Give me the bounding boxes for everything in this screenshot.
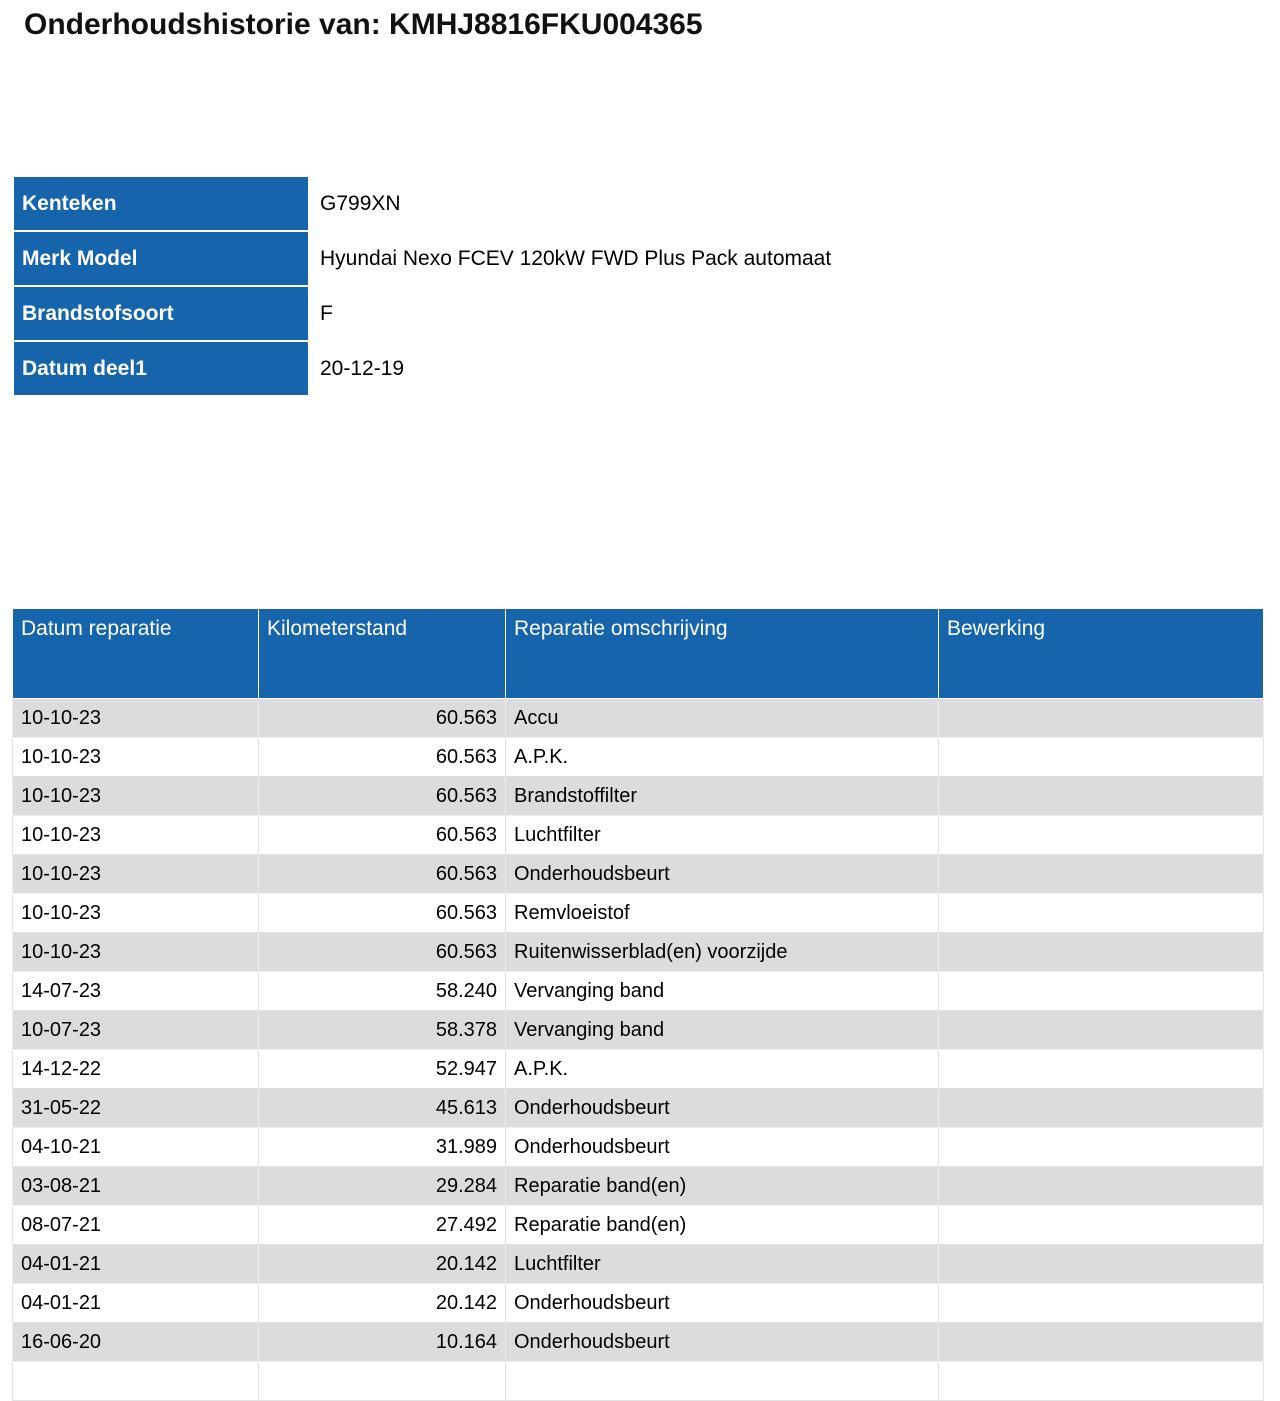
repair-row [13, 1011, 1264, 1050]
cell-datum-reparatie: 10-10-23 [13, 933, 259, 972]
cell-bewerking [939, 1323, 1264, 1362]
cell-kilometerstand: 60.563 [259, 738, 506, 777]
repair-header-cell: Datum reparatie [13, 609, 259, 699]
info-row [13, 176, 1262, 231]
cell-kilometerstand: 10.164 [259, 1323, 506, 1362]
cell-datum-reparatie: 03-08-21 [13, 1167, 259, 1206]
cell-reparatie-omschrijving: Ruitenwisserblad(en) voorzijde [506, 933, 939, 972]
info-value: F [309, 286, 1262, 341]
cell-bewerking [939, 972, 1264, 1011]
repair-row [13, 1284, 1264, 1323]
cell-datum-reparatie: 10-10-23 [13, 738, 259, 777]
cell-reparatie-omschrijving: Brandstoffilter [506, 777, 939, 816]
cell-bewerking [939, 1050, 1264, 1089]
cell-kilometerstand: 31.989 [259, 1128, 506, 1167]
cell-reparatie-omschrijving: Reparatie band(en) [506, 1167, 939, 1206]
cell-reparatie-omschrijving: Reparatie band(en) [506, 1206, 939, 1245]
cell-datum-reparatie: 04-01-21 [13, 1245, 259, 1284]
cell-reparatie-omschrijving: A.P.K. [506, 738, 939, 777]
info-label: Datum deel1 [13, 341, 309, 396]
cell-kilometerstand: 20.142 [259, 1284, 506, 1323]
repair-row [13, 855, 1264, 894]
repair-row [13, 738, 1264, 777]
cell-bewerking [939, 1284, 1264, 1323]
repair-header-cell: Kilometerstand [259, 609, 506, 699]
repair-header-cell: Bewerking [939, 609, 1264, 699]
vehicle-info-table [12, 175, 1263, 397]
cell-bewerking [939, 1245, 1264, 1284]
repair-table-body [13, 699, 1264, 1401]
cell-kilometerstand: 60.563 [259, 894, 506, 933]
cell-kilometerstand: 60.563 [259, 816, 506, 855]
cell-kilometerstand: 60.563 [259, 777, 506, 816]
cell-datum-reparatie: 14-12-22 [13, 1050, 259, 1089]
repair-row [13, 972, 1264, 1011]
cell-bewerking [939, 1206, 1264, 1245]
cell-bewerking [939, 894, 1264, 933]
cell-reparatie-omschrijving: Vervanging band [506, 972, 939, 1011]
cell-datum-reparatie: 16-06-20 [13, 1323, 259, 1362]
cell-datum-reparatie: 10-07-23 [13, 1011, 259, 1050]
repair-row [13, 699, 1264, 738]
repair-row [13, 1245, 1264, 1284]
repair-row [13, 1206, 1264, 1245]
cell-kilometerstand: 58.240 [259, 972, 506, 1011]
cell-empty [13, 1362, 259, 1401]
repair-row [13, 894, 1264, 933]
cell-kilometerstand: 52.947 [259, 1050, 506, 1089]
cell-empty [939, 1362, 1264, 1401]
cell-datum-reparatie: 10-10-23 [13, 816, 259, 855]
cell-reparatie-omschrijving: Vervanging band [506, 1011, 939, 1050]
info-value: G799XN [309, 176, 1262, 231]
cell-kilometerstand: 60.563 [259, 855, 506, 894]
cell-datum-reparatie: 10-10-23 [13, 855, 259, 894]
cell-kilometerstand: 58.378 [259, 1011, 506, 1050]
cell-bewerking [939, 1128, 1264, 1167]
repair-row [13, 816, 1264, 855]
vehicle-info-body [13, 176, 1262, 396]
repair-row [13, 1089, 1264, 1128]
cell-datum-reparatie: 04-01-21 [13, 1284, 259, 1323]
cell-bewerking [939, 816, 1264, 855]
cell-reparatie-omschrijving: Onderhoudsbeurt [506, 1284, 939, 1323]
repair-row [13, 1323, 1264, 1362]
repair-history-table [12, 608, 1264, 1401]
repair-header-row [13, 609, 1264, 699]
cell-reparatie-omschrijving: Onderhoudsbeurt [506, 1089, 939, 1128]
repair-row [13, 1128, 1264, 1167]
cell-bewerking [939, 699, 1264, 738]
cell-kilometerstand: 27.492 [259, 1206, 506, 1245]
cell-datum-reparatie: 04-10-21 [13, 1128, 259, 1167]
cell-reparatie-omschrijving: Onderhoudsbeurt [506, 1128, 939, 1167]
cell-datum-reparatie: 10-10-23 [13, 699, 259, 738]
cell-kilometerstand: 60.563 [259, 933, 506, 972]
info-label: Kenteken [13, 176, 309, 231]
cell-reparatie-omschrijving: Onderhoudsbeurt [506, 1323, 939, 1362]
cell-datum-reparatie: 08-07-21 [13, 1206, 259, 1245]
cell-reparatie-omschrijving: Accu [506, 699, 939, 738]
cell-datum-reparatie: 10-10-23 [13, 777, 259, 816]
cell-bewerking [939, 738, 1264, 777]
cell-reparatie-omschrijving: Onderhoudsbeurt [506, 855, 939, 894]
info-row [13, 341, 1262, 396]
cell-kilometerstand: 60.563 [259, 699, 506, 738]
repair-row-partial [13, 1362, 1264, 1401]
cell-bewerking [939, 1011, 1264, 1050]
cell-empty [259, 1362, 506, 1401]
cell-reparatie-omschrijving: A.P.K. [506, 1050, 939, 1089]
page-title: Onderhoudshistorie van: KMHJ8816FKU004365 [24, 8, 703, 41]
cell-datum-reparatie: 10-10-23 [13, 894, 259, 933]
cell-bewerking [939, 933, 1264, 972]
cell-datum-reparatie: 31-05-22 [13, 1089, 259, 1128]
cell-reparatie-omschrijving: Remvloeistof [506, 894, 939, 933]
cell-reparatie-omschrijving: Luchtfilter [506, 1245, 939, 1284]
cell-datum-reparatie: 14-07-23 [13, 972, 259, 1011]
info-row [13, 231, 1262, 286]
cell-bewerking [939, 855, 1264, 894]
repair-row [13, 1050, 1264, 1089]
info-value: Hyundai Nexo FCEV 120kW FWD Plus Pack automaat [309, 231, 1262, 286]
info-value: 20-12-19 [309, 341, 1262, 396]
cell-empty [506, 1362, 939, 1401]
repair-row [13, 777, 1264, 816]
cell-kilometerstand: 20.142 [259, 1245, 506, 1284]
repair-row [13, 1167, 1264, 1206]
repair-header-cell: Reparatie omschrijving [506, 609, 939, 699]
info-label: Brandstofsoort [13, 286, 309, 341]
repair-row [13, 933, 1264, 972]
cell-bewerking [939, 1089, 1264, 1128]
cell-reparatie-omschrijving: Luchtfilter [506, 816, 939, 855]
info-row [13, 286, 1262, 341]
cell-kilometerstand: 45.613 [259, 1089, 506, 1128]
info-label: Merk Model [13, 231, 309, 286]
cell-bewerking [939, 1167, 1264, 1206]
cell-kilometerstand: 29.284 [259, 1167, 506, 1206]
cell-bewerking [939, 777, 1264, 816]
